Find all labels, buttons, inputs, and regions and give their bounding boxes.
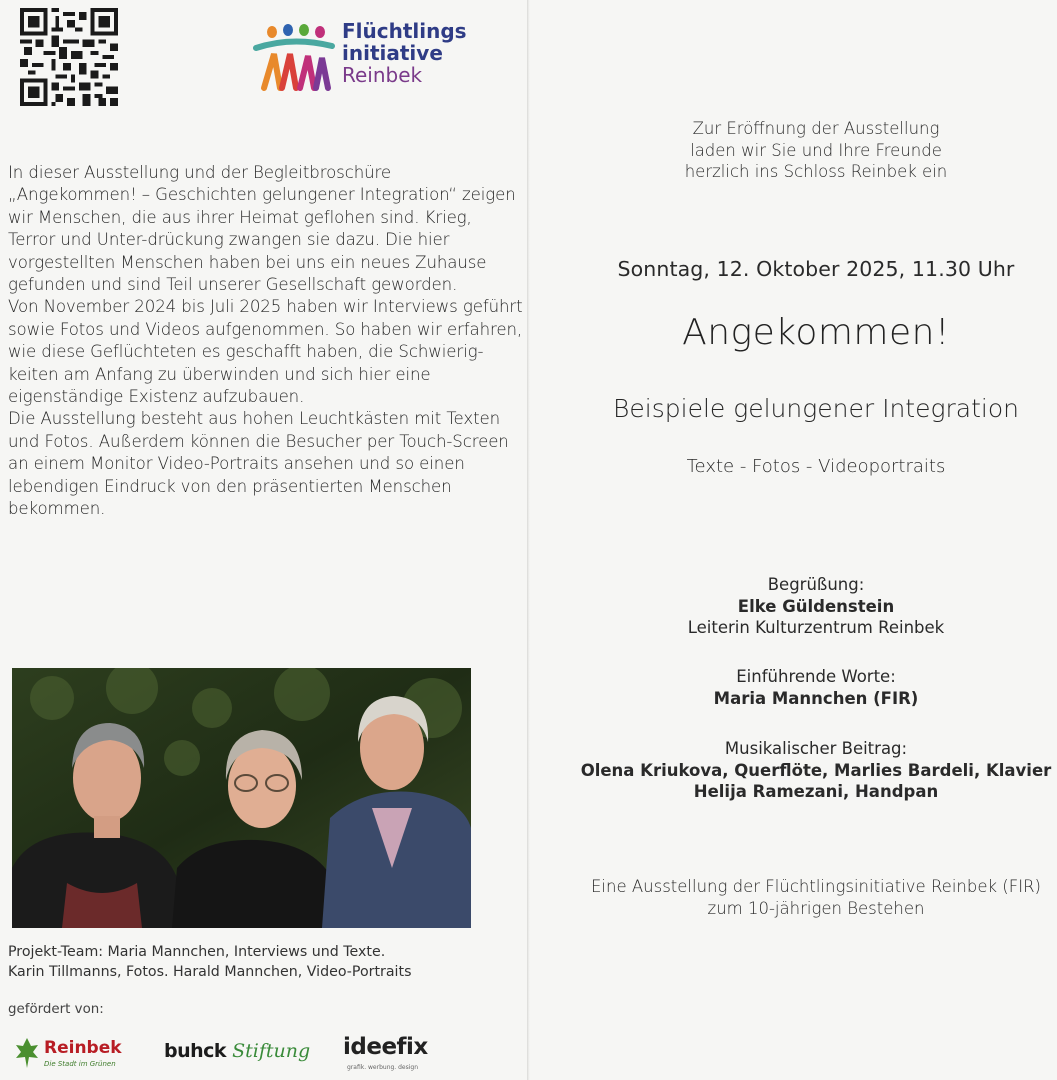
event-date: Sonntag, 12. Oktober 2025, 11.30 Uhr <box>617 257 1015 281</box>
greeting-role: Leiterin Kulturzentrum Reinbek <box>687 618 945 637</box>
reinbek-sponsor-logo <box>14 1034 134 1074</box>
exhibition-media: Texte - Fotos - Videoportraits <box>686 456 946 477</box>
left-panel <box>0 0 527 1080</box>
stiftung-name: Stiftung <box>232 1040 311 1062</box>
invite-line-3: herzlich ins Schloss Reinbek ein <box>684 162 948 182</box>
invite-line-2: laden wir Sie und Ihre Freunde <box>690 140 942 160</box>
qr-code-icon <box>20 8 118 106</box>
ideefix-logo <box>343 1034 433 1078</box>
music-performers-2: Helija Ramezani, Handpan <box>693 782 939 801</box>
intro-paragraph: In dieser Ausstellung und der Begleitbroschüre „Angekommen! – Geschichten gelungener Integration“ zeigen wir Menschen, die aus ihrer Heimat geflohen sind. Krieg, Terror und Unter-drückung zwangen sie dazu. Die hier vorgestellten Menschen haben bei uns ein neues Zuhause gefunden und sind Teil unserer Gesellschaft geworden. <box>8 163 516 295</box>
people-figures-icon <box>252 18 338 102</box>
right-panel <box>530 0 1057 1080</box>
logo-line-1: Flüchtlings <box>342 19 467 43</box>
music-performers-1: Olena Kriukova, Querflöte, Marlies Bardeli, Klavier <box>580 760 1052 780</box>
greeting-label: Begrüßung: <box>767 575 865 594</box>
logo-line-3: Reinbek <box>342 63 423 87</box>
photo-caption <box>8 942 523 982</box>
intro-words-label: Einführende Worte: <box>736 667 896 686</box>
reinbek-name: Reinbek <box>44 1038 122 1058</box>
intro-text <box>8 162 523 521</box>
footer-line-1: Eine Ausstellung der Flüchtlingsinitiative Reinbek (FIR) <box>590 877 1041 896</box>
program-greeting <box>530 574 1057 639</box>
footer-line-2: zum 10-jährigen Bestehen <box>707 898 925 918</box>
music-label: Musikalischer Beitrag: <box>724 739 908 758</box>
buhck-name: buhck <box>164 1040 227 1062</box>
exhibition-footer <box>530 876 1057 919</box>
ideefix-name: ideefix <box>343 1034 428 1060</box>
invitation-text <box>530 118 1057 183</box>
project-team-photo <box>12 668 471 928</box>
caption-line-1: Projekt-Team: Maria Mannchen, Interviews und Texte. <box>8 944 386 960</box>
fluechtlingsinitiative-logo <box>252 18 467 102</box>
invite-line-1: Zur Eröffnung der Ausstellung <box>692 119 940 138</box>
ideefix-tagline: grafik. werbung. design <box>347 1064 419 1071</box>
funded-by-label: gefördert von: <box>8 1002 104 1017</box>
program-intro-words <box>530 666 1057 709</box>
exhibition-subtitle: Beispiele gelungener Integration <box>613 394 1019 423</box>
leaf-icon <box>14 1036 40 1070</box>
intro-words-name: Maria Mannchen (FIR) <box>713 688 919 708</box>
program-music <box>530 738 1057 803</box>
intro-paragraph: Von November 2024 bis Juli 2025 haben wir Interviews geführt sowie Fotos und Videos aufgenommen. So haben wir erfahren, wie diese Geflüchteten es geschafft haben, die Schwierig-keiten am Anfang zu überwinden und sich hier eine eigenständige Existenz aufzubauen. <box>8 297 523 407</box>
reinbek-slogan: Die Stadt im Grünen <box>44 1060 116 1068</box>
buhck-stiftung-logo <box>164 1040 310 1062</box>
intro-paragraph: Die Ausstellung besteht aus hohen Leuchtkästen mit Texten und Fotos. Außerdem können die Besucher per Touch-Screen an einem Monitor Video-Portraits ansehen und so einen lebendigen Eindruck von den präsentierten Menschen bekommen. <box>8 409 509 519</box>
logo-line-2: initiative <box>342 41 443 65</box>
exhibition-title: Angekommen! <box>682 312 950 353</box>
greeting-name: Elke Güldenstein <box>737 596 895 616</box>
caption-line-2: Karin Tillmanns, Fotos. Harald Mannchen, Video-Portraits <box>8 964 412 980</box>
